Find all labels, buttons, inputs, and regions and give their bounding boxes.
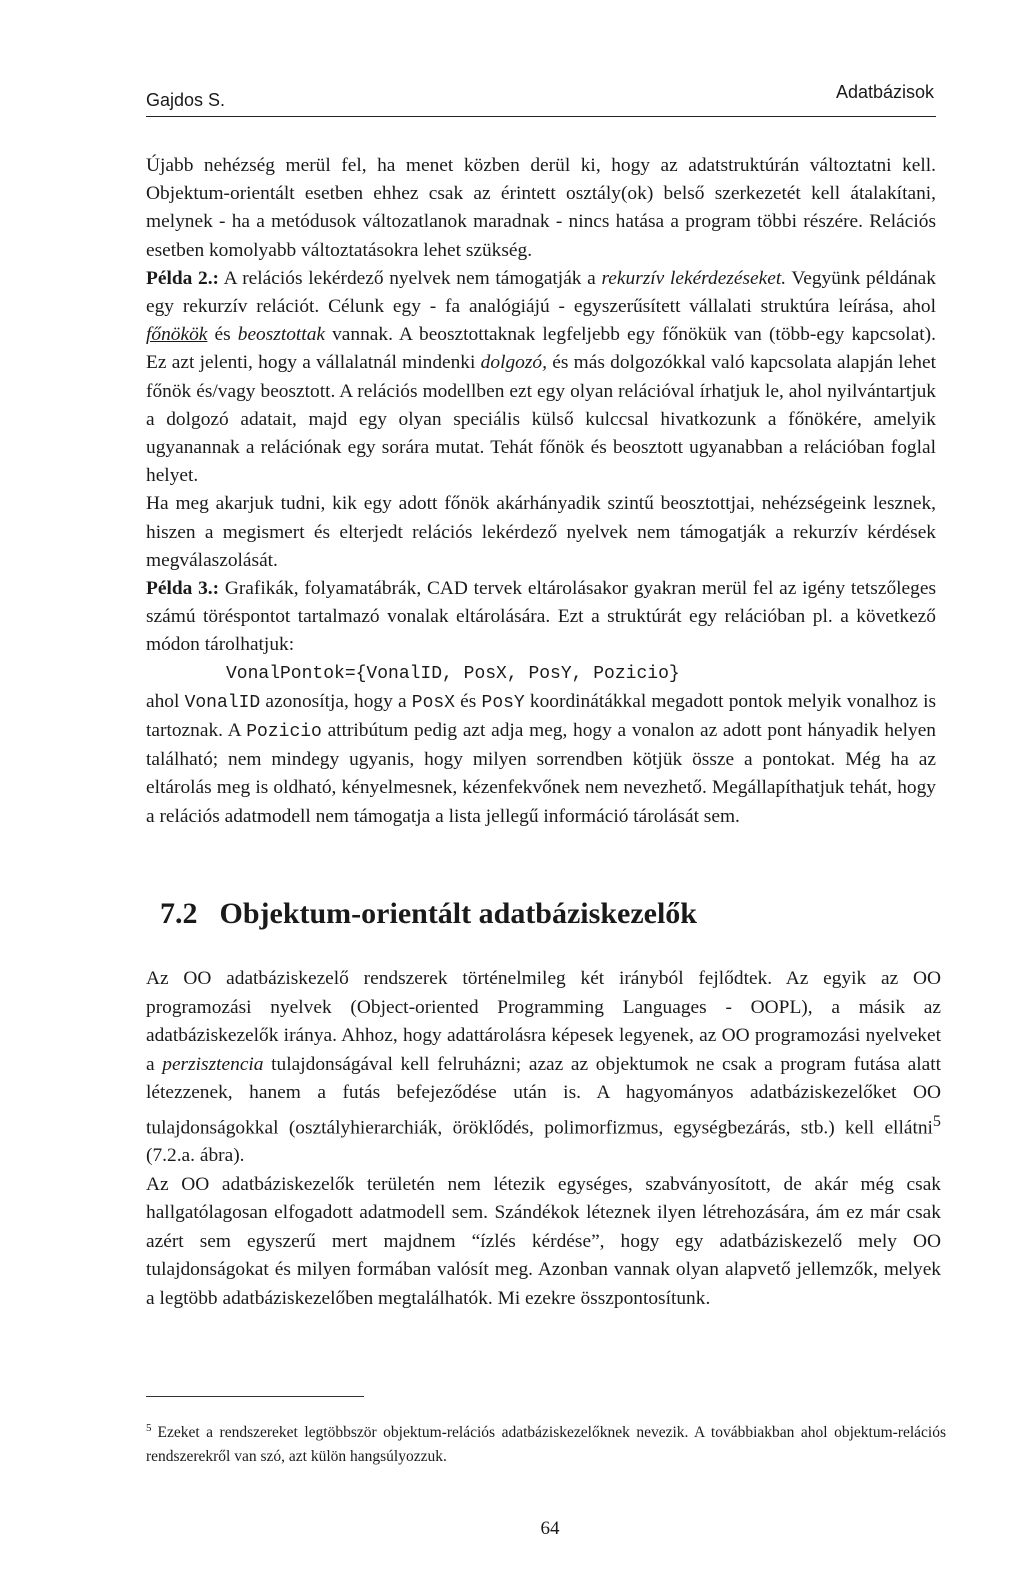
section-text	[146, 965, 941, 1313]
footnote-mark: 5	[146, 1422, 152, 1434]
emphasis-recursive-queries: rekurzív lekérdezéseket.	[601, 267, 787, 289]
example-2: Példa 2.: A relációs lekérdező nyelvek nem támogatják a rekurzív lekérdezéseket. Vegyünk példának egy rekurzív relációt. Célunk egy - fa analógiájú - egyszerűsített vállalati struktúra leírása, ahol főnökök és beosztottak vannak. A beosztottaknak legfeljebb egy főnökük van (több-egy kapcsolat). Ez azt jelenti, hogy a vállalatnál mindenki dolgozó, és más dolgozókkal való kapcsolata alapján lehet főnök és/vagy beosztott. A relációs modellben ezt egy olyan relációval írhatjuk le, ahol nyilvántartjuk a dolgozó adatait, majd egy olyan speciális külső kulccsal hivatkozunk a főnökére, amelyik ugyanannak a relációnak egy sorára mutat. Tehát főnök és beosztott ugyanabban a relációban foglal helyet.	[146, 267, 936, 487]
paragraph-oo-model: Az OO adatbáziskezelők területén nem létezik egységes, szabványosított, de akár még csak hallgatólagosan elfogadott adatmodell sem. Szándékok léteznek ilyen létrehozására, ám ez már csak azért sem egyszerű mert majdnem “ízlés kérdése”, hogy egy adatbáziskezelő mely OO tulajdonságokat és milyen formában valósít meg. Azonban vannak olyan alapvető jellemzők, melyek a legtöbb adatbáziskezelőben megtalálhatók. Mi ezekre összpontosítunk.	[146, 1173, 941, 1309]
code-posy: PosY	[481, 692, 525, 713]
paragraph-code-explanation: ahol VonalID azonosítja, hogy a PosX és PosY koordinátákkal megadott pontok melyik vonalhoz is tartoznak. A Pozicio attribútum pedig azt adja meg, hogy a vonalon az adott pont hányadik helyen található; nem mindegy ugyanis, hogy milyen sorrendben kötjük össze a pontokat. Még ha az eltárolás meg is oldható, kényelmesnek, kézenfekvőnek nem nevezhető. Megállapíthatjuk tehát, hogy a relációs adatmodell nem támogatja a lista jellegű információ tárolását sem.	[146, 690, 937, 827]
section-number: 7.2	[160, 897, 198, 930]
example-2-label: Példa 2.	[146, 267, 213, 289]
main-text	[146, 152, 936, 831]
page-number: 64	[540, 1518, 560, 1539]
code-posx: PosX	[411, 692, 455, 713]
emphasis-bosses: főnökök	[146, 324, 208, 346]
emphasis-employee: dolgozó,	[480, 352, 547, 374]
footnote	[146, 1416, 946, 1469]
header-author: Gajdos S.	[146, 90, 226, 110]
paragraph-oo-history: Az OO adatbáziskezelő rendszerek történelmileg két irányból fejlődtek. Az egyik az OO programozási nyelvek (Object-oriented Programming Languages - OOPL), a másik az adatbáziskezelők iránya. Ahhoz, hogy adattárolásra képesek legyenek, az OO programozási nyelveket a perzisztencia tulajdonságával kell felruházni; azaz az objektumok ne csak a program futása alatt létezzenek, hanem a futás befejeződése után is. A hagyományos adatbáziskezelőket OO tulajdonságokkal (osztályhierarchiák, öröklődés, polimorfizmus, egységbezárás, stb.) kell ellátni$^5$ (7.2.a. ábra).	[146, 968, 941, 1167]
footnote-text: Ezeket a rendszereket legtöbbször objektum-relációs adatbáziskezelőknek nevezik. A továbbiakban ahol objektum-relációs rendszerekről van szó, azt külön hangsúlyozzuk.	[146, 1424, 946, 1465]
code-pozicio: Pozicio	[246, 722, 322, 743]
code-relation: VonalPontok={VonalID, PosX, PosY, Pozicio}	[226, 663, 680, 684]
emphasis-persistence: perzisztencia	[162, 1053, 264, 1075]
example-3-label: Példa 3.	[146, 578, 213, 600]
section-title: Objektum-orientált adatbáziskezelők	[219, 897, 697, 930]
footnote-divider	[146, 1396, 364, 1397]
footnote-reference: 5	[932, 1112, 941, 1130]
section-heading	[160, 897, 697, 931]
page-header	[146, 82, 936, 117]
code-vonalid: VonalID	[184, 692, 261, 713]
emphasis-subordinates: beosztottak	[237, 324, 325, 346]
paragraph-recursive: Ha meg akarjuk tudni, kik egy adott főnök akárhányadik szintű beosztottjai, nehézségeink lesznek, hiszen a megismert és elterjedt relációs lekérdező nyelvek nem támogatják a rekurzív kérdések megválaszolását.	[146, 493, 936, 571]
header-title: Adatbázisok	[835, 82, 934, 102]
paragraph-intro: Újabb nehézség merül fel, ha menet közben derül ki, hogy az adatstruktúrán változtatni kell. Objektum-orientált esetben ehhez csak az érintett osztály(ok) belső szerkezetét kell átalakítani, melynek - ha a metódusok változatlanok maradnak - nincs hatása a program többi részére. Relációs esetben komolyabb változtatásokra lehet szükség.	[146, 155, 936, 261]
example-3: Példa 3.: Grafikák, folyamatábrák, CAD tervek eltárolásakor gyakran merül fel az igény tetszőleges számú töréspontot tartalmazó vonalak eltárolására. Ezt a struktúrát egy relációban pl. a következő módon tárolhatjuk:	[146, 578, 936, 656]
